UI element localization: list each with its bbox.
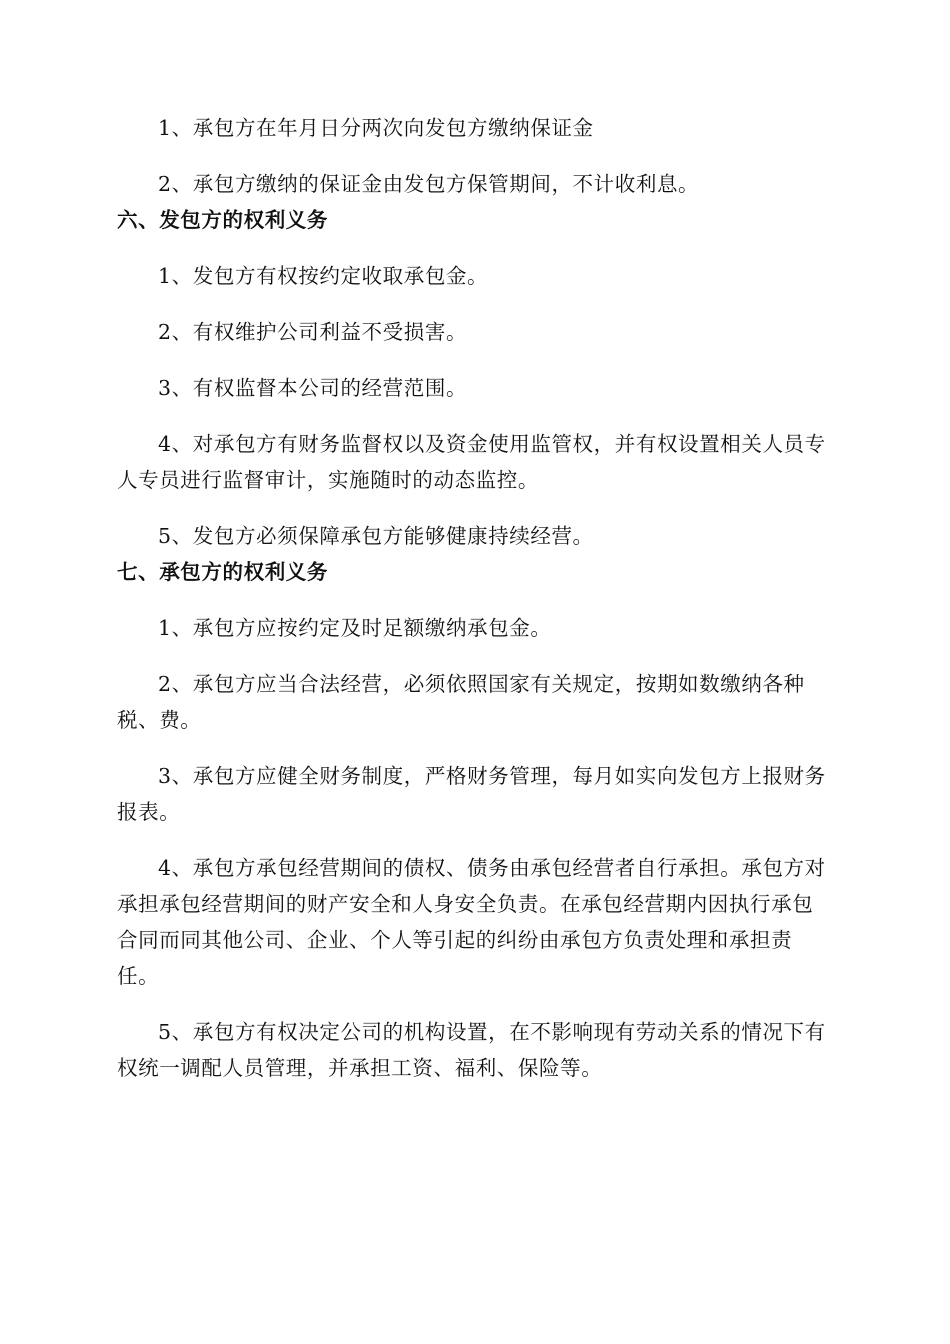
section-heading-employer-rights: 六、发包方的权利义务 bbox=[117, 208, 328, 232]
paragraph-employer-right-5: 5、发包方必须保障承包方能够健康持续经营。 bbox=[158, 524, 594, 548]
paragraph-deposit-interest: 2、承包方缴纳的保证金由发包方保管期间，不计收利息。 bbox=[158, 172, 700, 196]
document-page bbox=[117, 110, 833, 1086]
paragraph-employer-right-1: 1、发包方有权按约定收取承包金。 bbox=[158, 264, 489, 288]
paragraph-contractor-right-3: 3、承包方应健全财务制度，严格财务管理，每月如实向发包方上报财务报表。 bbox=[117, 764, 826, 824]
paragraph-contractor-right-4: 4、承包方承包经营期间的债权、债务由承包经营者自行承担。承包方对承担承包经营期间的财产安全和人身安全负责。在承包经营期内因执行承包合同而同其他公司、企业、个人等引起的纠纷由承包方负责处理和承担责任。 bbox=[117, 856, 826, 988]
paragraph-contractor-right-5: 5、承包方有权决定公司的机构设置，在不影响现有劳动关系的情况下有权统一调配人员管理，并承担工资、福利、保险等。 bbox=[117, 1020, 826, 1080]
paragraph-contractor-right-2: 2、承包方应当合法经营，必须依照国家有关规定，按期如数缴纳各种税、费。 bbox=[117, 672, 805, 732]
paragraph-employer-right-3: 3、有权监督本公司的经营范围。 bbox=[158, 376, 468, 400]
paragraph-employer-right-4: 4、对承包方有财务监督权以及资金使用监管权，并有权设置相关人员专人专员进行监督审计，实施随时的动态监控。 bbox=[117, 432, 826, 492]
paragraph-deposit-payment: 1、承包方在年月日分两次向发包方缴纳保证金 bbox=[158, 116, 594, 140]
section-heading-contractor-rights: 七、承包方的权利义务 bbox=[117, 560, 328, 584]
paragraph-contractor-right-1: 1、承包方应按约定及时足额缴纳承包金。 bbox=[158, 616, 552, 640]
paragraph-employer-right-2: 2、有权维护公司利益不受损害。 bbox=[158, 320, 468, 344]
